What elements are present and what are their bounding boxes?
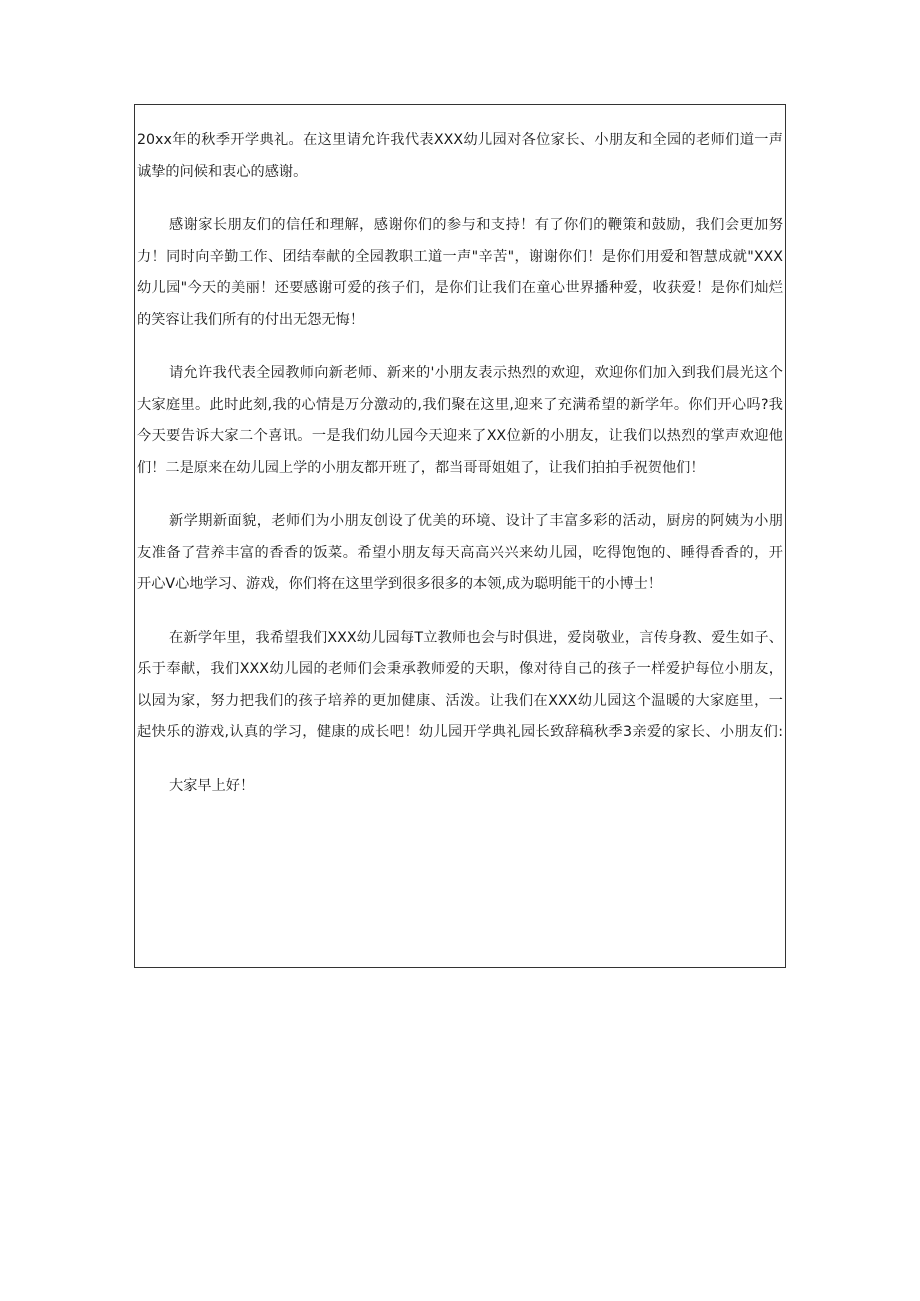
paragraph-start-line: 请允许我代表全园教师向新老师、新来的'小朋友表示热烈的欢迎，欢迎你们加入到我们晨光这个: [169, 365, 783, 381]
text-line: 开心V心地学习、游戏，你们将在这里学到很多很多的本领,成为聪明能干的小博士！: [137, 576, 662, 592]
text-line: 诚挚的问候和衷心的感谢。: [137, 163, 308, 180]
text-line: 起快乐的游戏,认真的学习，健康的成长吧！幼儿园开学典礼园长致辞稿秋季3亲爱的家长、小朋友们:: [137, 724, 783, 740]
paragraph-start-line: 在新学年里，我希望我们XXX幼儿园每T立教师也会与时俱进，爱岗敬业，言传身教、爱生如子、: [169, 629, 783, 646]
text-line: 今天要告诉大家二个喜讯。一是我们幼儿园今天迎来了XX位新的小朋友，让我们以热烈的掌声欢迎他: [137, 428, 783, 444]
document-body: [137, 125, 783, 802]
text-line: 幼儿园"今天的美丽！还要感谢可爱的孩子们，是你们让我们在童心世界播种爱，收获爱！是你们灿烂: [137, 280, 783, 296]
paragraph-start-line: 感谢家长朋友们的信任和理解，感谢你们的参与和支持！有了你们的鞭策和鼓励，我们会更加努: [169, 217, 783, 233]
text-line: 们！二是原来在幼儿园上学的小朋友都开班了，都当哥哥姐姐了，让我们拍拍手祝贺他们！: [137, 459, 705, 476]
text-line: 力！同时向辛勤工作、团结奉献的全园教职工道一声"辛苦"，谢谢你们！是你们用爱和智慧成就"XXX: [137, 248, 783, 265]
text-line: 以园为家，努力把我们的孩子培养的更加健康、活泼。让我们在XXX幼儿园这个温暖的大家庭里，一: [137, 692, 783, 709]
paragraph-start-line: 大家早上好！: [169, 777, 255, 794]
text-line: 大家庭里。此时此刻,我的心情是万分激动的,我们聚在这里,迎来了充满希望的新学年。你们开心吗?我: [137, 396, 783, 413]
page-frame: [134, 104, 786, 968]
text-line: 的笑容让我们所有的付出无怨无悔！: [137, 311, 365, 328]
text-line: 20xx年的秋季开学典礼。在这里请允许我代表XXX幼儿园对各位家长、小朋友和全园的老师们道一声: [137, 132, 783, 148]
paragraph-start-line: 新学期新面貌，老师们为小朋友创设了优美的环境、设计了丰富多彩的活动，厨房的阿姨为小朋: [169, 513, 783, 529]
text-line: 乐于奉献，我们XXX幼儿园的老师们会秉承教师爱的天职，像对待自己的孩子一样爱护每位小朋友，: [137, 661, 783, 677]
text-line: 友准备了营养丰富的香香的饭菜。希望小朋友每天高高兴兴来幼儿园，吃得饱饱的、睡得香香的，开: [137, 544, 783, 561]
